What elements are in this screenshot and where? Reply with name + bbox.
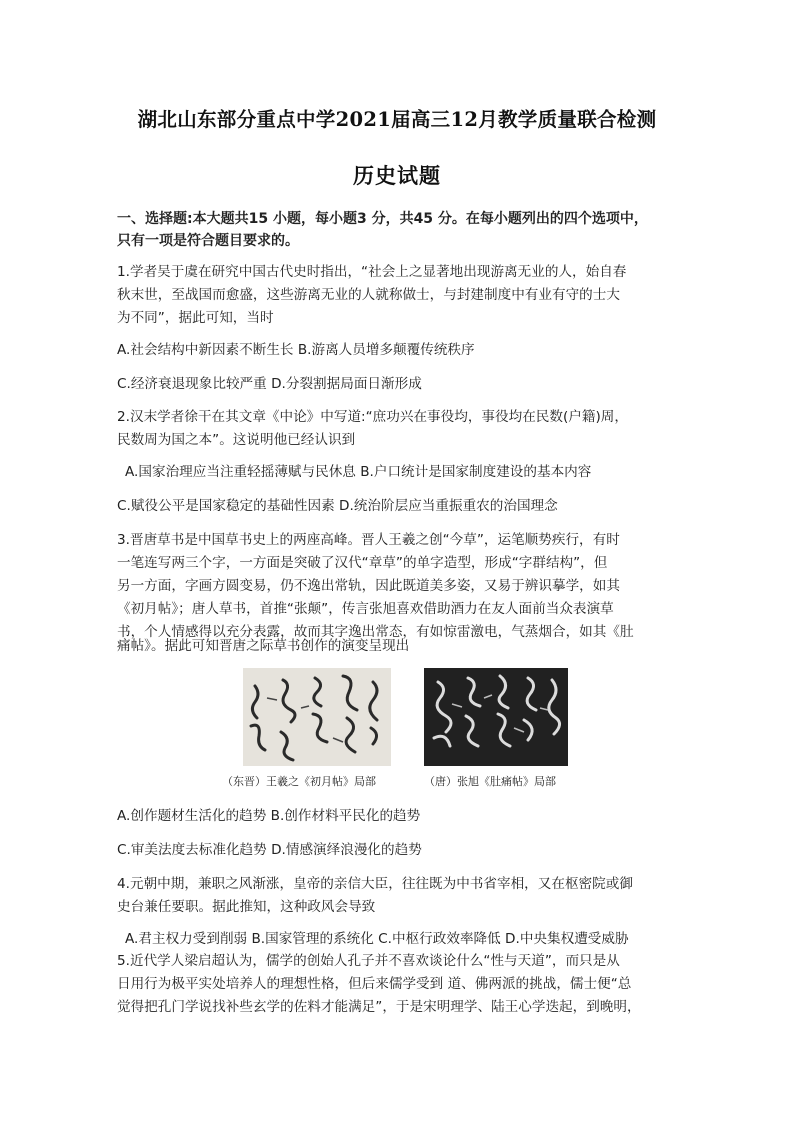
question-3-text: 3.晋唐草书是中国草书史上的两座高峰。晋人王羲之创“今草”，运笔顺势疾行，有时 xyxy=(117,532,620,548)
question-2-options: A.国家治理应当注重轻摇薄赋与民休息 B.户口统计是国家制度建设的基本内容 xyxy=(125,464,592,480)
section-instruction: 只有一项是符合题目要求的。 xyxy=(117,233,299,249)
question-5-text: 日用行为极平实处培养人的理想性格，但后来儒学受到 道、佛两派的挑战，儒士便“总 xyxy=(117,976,632,992)
question-4-text: 4.元朝中期，兼职之风渐涨，皇帝的亲信大臣，往往既为中书省宰相，又在枢密院或御 xyxy=(117,876,633,892)
question-5-text: 觉得把孔门学说找补些玄学的佐料才能满足”，于是宋明理学、陆王心学迭起，到晚明， xyxy=(117,999,641,1015)
question-3-text: 另一方面，字画方圆变易，仍不逸出常轨，因此既道美多姿，又易于辨识摹学，如其 xyxy=(117,578,620,594)
calligraphy-image-chuyuetie xyxy=(243,668,391,766)
figure-caption: （唐）张旭《肚痛帖》局部 xyxy=(424,775,556,788)
exam-title: 湖北山东部分重点中学2021届高三12月教学质量联合检测 xyxy=(137,108,657,131)
question-5-text: 5.近代学人梁启超认为，儒学的创始人孔子并不喜欢谈论什么“性与天道”，而只是从 xyxy=(117,953,620,969)
question-3-text: 书，个人情感得以充分表露，故而其字逸出常态，有如惊雷激电，气蒸烟合，如其《肚 xyxy=(117,624,634,640)
exam-subtitle: 历史试题 xyxy=(353,163,441,188)
figure-caption: （东晋）王羲之《初月帖》局部 xyxy=(222,775,376,788)
question-3-options: C.审美法度去标准化趋势 D.情感演绎浪漫化的趋势 xyxy=(117,842,422,858)
question-2-options: C.赋役公平是国家稳定的基础性因素 D.统治阶层应当重振重农的治国理念 xyxy=(117,498,558,514)
question-1-options: A.社会结构中新因素不断生长 B.游离人员增多颠覆传统秩序 xyxy=(117,342,475,358)
question-4-options: A.君主权力受到削弱 B.国家管理的系统化 C.中枢行政效率降低 D.中央集权遭受威胁 xyxy=(125,931,629,947)
question-3-options: A.创作题材生活化的趋势 B.创作材料平民化的趋势 xyxy=(117,808,421,824)
question-3-text: 一笔连写两三个字，一方面是突破了汉代“章草”的单字造型，形成“字群结构”，但 xyxy=(117,555,608,571)
question-2-text: 民数周为国之本”。这说明他已经认识到 xyxy=(117,432,356,448)
question-1-options: C.经济衰退现象比较严重 D.分裂割据局面日渐形成 xyxy=(117,376,422,392)
section-instruction: 一、选择题:本大题共15 小题，每小题3 分，共45 分。在每小题列出的四个选项中， xyxy=(117,211,648,227)
question-1-text: 为不同”，据此可知，当时 xyxy=(117,310,274,326)
question-4-text: 史台兼任要职。据此推知，这种政风会导致 xyxy=(117,899,376,915)
question-1-text: 1.学者吴于虞在研究中国古代史时指出，“社会上之显著地出现游离无业的人，始自春 xyxy=(117,264,627,280)
question-1-text: 秋末世，至战国而愈盛，这些游离无业的人就称做士，与封建制度中有业有守的士大 xyxy=(117,287,620,303)
question-3-text: 痛帖》。据此可知晋唐之际草书创作的演变呈现出 xyxy=(117,638,410,654)
question-3-text: 《初月帖》；唐人草书，首推“张颠”，传言张旭喜欢借助酒力在友人面前当众表演草 xyxy=(117,601,614,617)
question-2-text: 2.汉末学者徐干在其文章《中论》中写道:“庶功兴在事役均，事役均在民数(户籍)周， xyxy=(117,409,628,425)
calligraphy-image-dutongtie xyxy=(424,668,568,766)
